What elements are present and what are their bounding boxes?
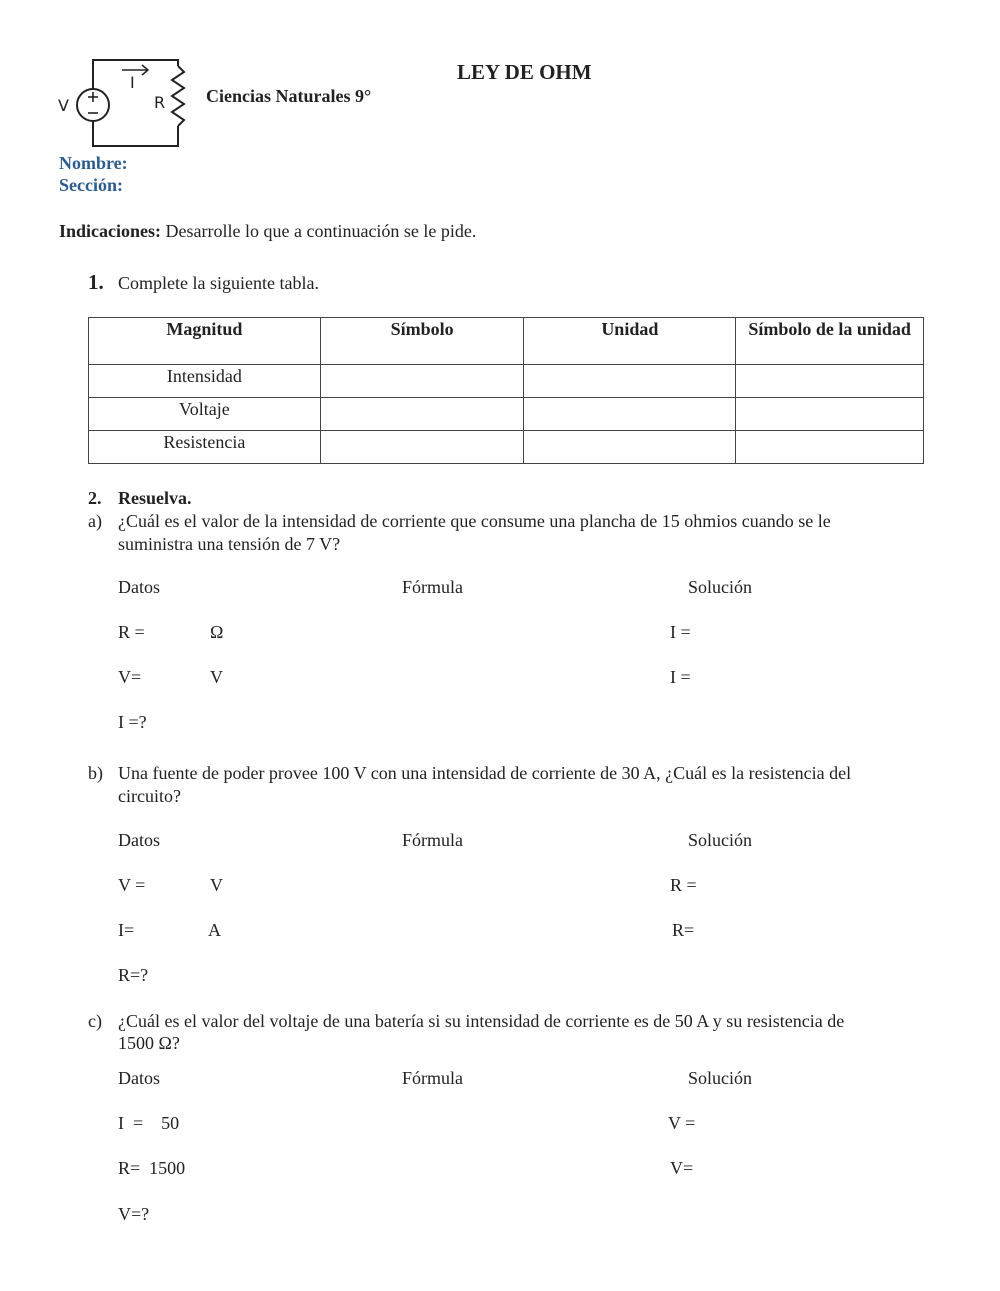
qc-line1: ¿Cuál es el valor del voltaje de una batería si su intensidad de corriente es de 50 A y su resistencia de [118, 1011, 845, 1031]
qc-letter: c) [88, 1011, 102, 1031]
qa-sol-1: I = [670, 622, 691, 642]
qb-dato-1: V = [118, 875, 146, 895]
table-cell-magnitud: Resistencia [89, 431, 321, 464]
qb-sol-2: R= [672, 920, 695, 940]
table-cell-empty[interactable] [524, 431, 736, 464]
qb-dato-2: I= [118, 920, 135, 940]
table-cell-empty[interactable] [736, 365, 924, 398]
subject-label: Ciencias Naturales 9° [206, 86, 372, 106]
qa-letter: a) [88, 511, 102, 531]
table-header: Símbolo de la unidad [736, 318, 924, 365]
qb-line2: circuito? [118, 786, 181, 806]
qa-solucion-label: Solución [688, 577, 753, 597]
page-title: LEY DE OHM [457, 60, 592, 84]
qb-unit-2: A [208, 920, 221, 940]
table-header-row [89, 318, 924, 365]
q1-text: Complete la siguiente tabla. [118, 273, 319, 293]
table-header: Unidad [524, 318, 736, 365]
qc-formula-label: Fórmula [402, 1068, 463, 1088]
qa-dato-2: V= [118, 667, 142, 687]
qa-sol-2: I = [670, 667, 691, 687]
qa-formula-label: Fórmula [402, 577, 463, 597]
qb-solucion-label: Solución [688, 830, 753, 850]
table-header: Símbolo [320, 318, 524, 365]
qc-line2: 1500 Ω? [118, 1033, 180, 1053]
q2-number: 2. [88, 488, 102, 508]
qa-line1: ¿Cuál es el valor de la intensidad de corriente que consume una plancha de 15 ohmios cuando se le [118, 511, 831, 531]
table-cell-magnitud: Voltaje [89, 398, 321, 431]
table-row [89, 365, 924, 398]
qa-dato-1: R = [118, 622, 145, 642]
qa-line2: suministra una tensión de 7 V? [118, 534, 341, 554]
qa-unit-2: V [210, 667, 223, 687]
qa-datos-label: Datos [118, 577, 160, 597]
q1-number: 1. [88, 270, 104, 294]
table-row [89, 431, 924, 464]
qc-dato-1: I = 50 [118, 1113, 180, 1133]
circuit-label-i: I [130, 73, 135, 92]
seccion-label: Sección: [59, 175, 123, 195]
qb-sol-1: R = [670, 875, 697, 895]
qb-datos-label: Datos [118, 830, 160, 850]
qb-unit-1: V [210, 875, 223, 895]
qb-line1: Una fuente de poder provee 100 V con una intensidad de corriente de 30 A, ¿Cuál es la resistencia del [118, 763, 852, 783]
qc-solucion-label: Solución [688, 1068, 753, 1088]
circuit-label-v: V [58, 96, 69, 115]
q2-title: Resuelva. [118, 488, 192, 508]
instructions [59, 221, 476, 242]
instructions-label: Indicaciones: [59, 221, 162, 241]
magnitudes-table [88, 317, 924, 464]
qb-letter: b) [88, 763, 103, 783]
table-cell-empty[interactable] [320, 398, 524, 431]
table-cell-empty[interactable] [320, 365, 524, 398]
table-row [89, 398, 924, 431]
qc-sol-2: V= [670, 1158, 694, 1178]
table-cell-empty[interactable] [524, 365, 736, 398]
qa-unit-1: Ω [210, 622, 224, 642]
table-cell-empty[interactable] [524, 398, 736, 431]
qb-dato-3: R=? [118, 965, 149, 985]
qc-sol-1: V = [668, 1113, 696, 1133]
table-cell-empty[interactable] [736, 398, 924, 431]
circuit-diagram [58, 56, 198, 151]
table-cell-magnitud: Intensidad [89, 365, 321, 398]
qb-formula-label: Fórmula [402, 830, 463, 850]
nombre-label: Nombre: [59, 153, 128, 173]
table-cell-empty[interactable] [736, 431, 924, 464]
qc-datos-label: Datos [118, 1068, 160, 1088]
instructions-text: Desarrolle lo que a continuación se le pide. [165, 221, 477, 241]
circuit-label-r: R [154, 93, 166, 112]
qa-dato-3: I =? [118, 712, 147, 732]
table-cell-empty[interactable] [320, 431, 524, 464]
qc-dato-2: R= 1500 [118, 1158, 186, 1178]
table-header: Magnitud [89, 318, 321, 365]
qc-dato-3: V=? [118, 1204, 150, 1224]
